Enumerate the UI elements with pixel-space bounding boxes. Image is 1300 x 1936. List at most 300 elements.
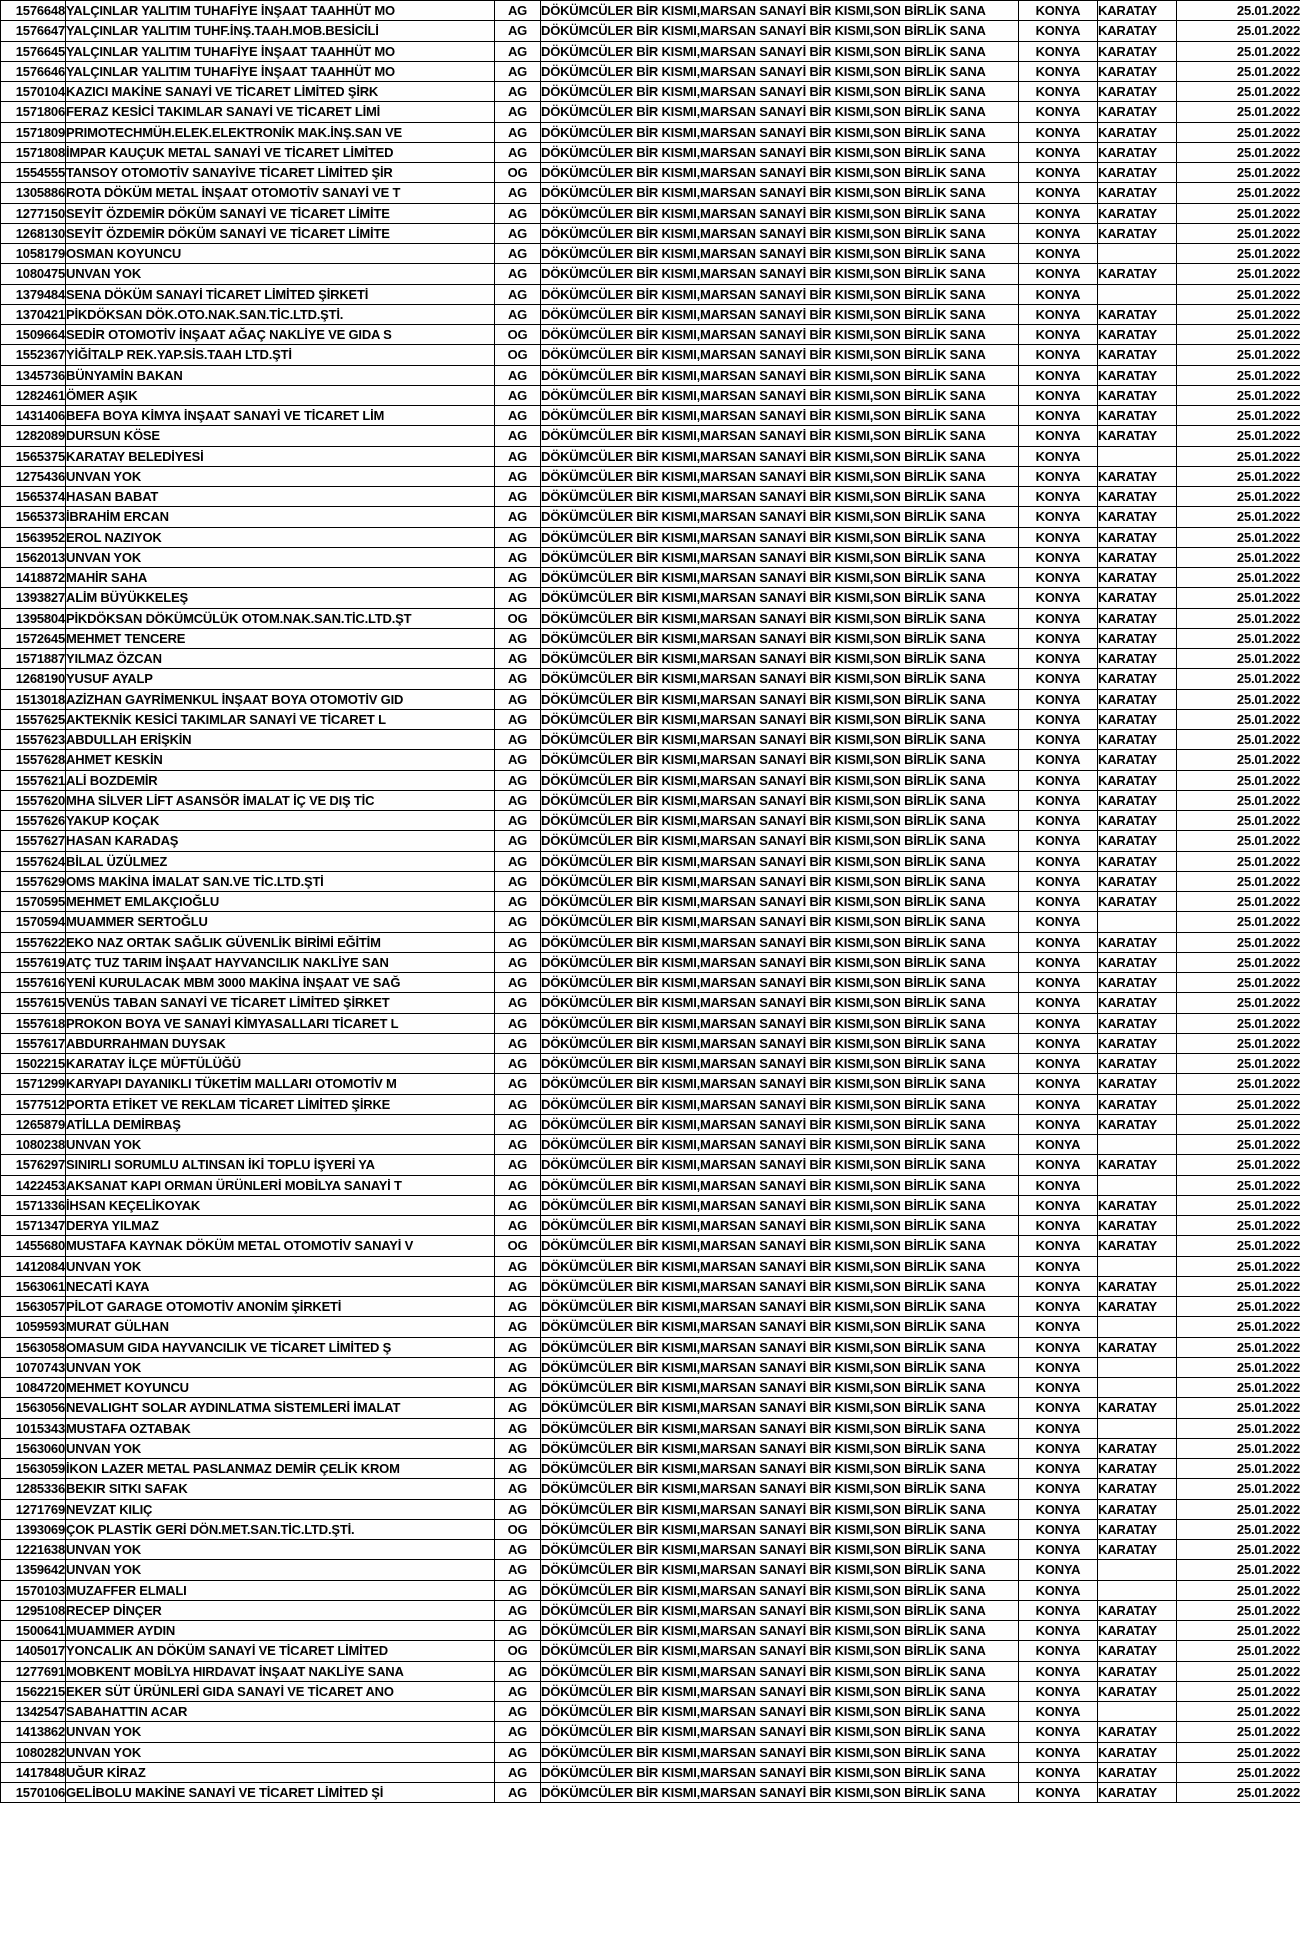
cell-date[interactable]: 25.01.2022 xyxy=(1177,628,1300,648)
cell-record-id[interactable]: 1080282 xyxy=(1,1742,66,1762)
cell-region-description[interactable]: DÖKÜMCÜLER BİR KISMI,MARSAN SANAYİ BİR KISMI,SON BİRLİK SANA xyxy=(541,183,1019,203)
cell-date[interactable]: 25.01.2022 xyxy=(1177,264,1300,284)
cell-region-description[interactable]: DÖKÜMCÜLER BİR KISMI,MARSAN SANAYİ BİR KISMI,SON BİRLİK SANA xyxy=(541,993,1019,1013)
cell-city[interactable]: KONYA xyxy=(1019,142,1098,162)
cell-record-id[interactable]: 1565375 xyxy=(1,446,66,466)
cell-district[interactable] xyxy=(1098,1702,1177,1722)
cell-date[interactable]: 25.01.2022 xyxy=(1177,871,1300,891)
cell-company-name[interactable]: HASAN BABAT xyxy=(66,487,495,507)
cell-date[interactable]: 25.01.2022 xyxy=(1177,1621,1300,1641)
cell-company-name[interactable]: UNVAN YOK xyxy=(66,1742,495,1762)
cell-city[interactable]: KONYA xyxy=(1019,1418,1098,1438)
cell-date[interactable]: 25.01.2022 xyxy=(1177,912,1300,932)
cell-voltage-type[interactable]: AG xyxy=(495,547,541,567)
cell-city[interactable]: KONYA xyxy=(1019,1337,1098,1357)
cell-date[interactable]: 25.01.2022 xyxy=(1177,1378,1300,1398)
cell-region-description[interactable]: DÖKÜMCÜLER BİR KISMI,MARSAN SANAYİ BİR KISMI,SON BİRLİK SANA xyxy=(541,1114,1019,1134)
cell-date[interactable]: 25.01.2022 xyxy=(1177,1641,1300,1661)
cell-company-name[interactable]: MEHMET EMLAKÇIOĞLU xyxy=(66,892,495,912)
cell-record-id[interactable]: 1509664 xyxy=(1,325,66,345)
cell-region-description[interactable]: DÖKÜMCÜLER BİR KISMI,MARSAN SANAYİ BİR KISMI,SON BİRLİK SANA xyxy=(541,1195,1019,1215)
cell-city[interactable]: KONYA xyxy=(1019,730,1098,750)
cell-record-id[interactable]: 1571808 xyxy=(1,142,66,162)
cell-voltage-type[interactable]: AG xyxy=(495,264,541,284)
cell-company-name[interactable]: ALİM BÜYÜKKELEŞ xyxy=(66,588,495,608)
cell-record-id[interactable]: 1552367 xyxy=(1,345,66,365)
cell-region-description[interactable]: DÖKÜMCÜLER BİR KISMI,MARSAN SANAYİ BİR KISMI,SON BİRLİK SANA xyxy=(541,223,1019,243)
cell-region-description[interactable]: DÖKÜMCÜLER BİR KISMI,MARSAN SANAYİ BİR KISMI,SON BİRLİK SANA xyxy=(541,1378,1019,1398)
cell-city[interactable]: KONYA xyxy=(1019,223,1098,243)
cell-city[interactable]: KONYA xyxy=(1019,1276,1098,1296)
cell-record-id[interactable]: 1576648 xyxy=(1,1,66,21)
cell-region-description[interactable]: DÖKÜMCÜLER BİR KISMI,MARSAN SANAYİ BİR KISMI,SON BİRLİK SANA xyxy=(541,1621,1019,1641)
cell-district[interactable]: KARATAY xyxy=(1098,21,1177,41)
cell-district[interactable]: KARATAY xyxy=(1098,1681,1177,1701)
cell-district[interactable]: KARATAY xyxy=(1098,304,1177,324)
cell-district[interactable]: KARATAY xyxy=(1098,203,1177,223)
cell-voltage-type[interactable]: AG xyxy=(495,912,541,932)
cell-company-name[interactable]: TANSOY OTOMOTİV SANAYİVE TİCARET LİMİTED ŞİR xyxy=(66,163,495,183)
cell-date[interactable]: 25.01.2022 xyxy=(1177,385,1300,405)
cell-city[interactable]: KONYA xyxy=(1019,365,1098,385)
cell-record-id[interactable]: 1268190 xyxy=(1,669,66,689)
cell-city[interactable]: KONYA xyxy=(1019,1054,1098,1074)
cell-voltage-type[interactable]: AG xyxy=(495,790,541,810)
cell-voltage-type[interactable]: AG xyxy=(495,750,541,770)
cell-city[interactable]: KONYA xyxy=(1019,1499,1098,1519)
cell-city[interactable]: KONYA xyxy=(1019,1621,1098,1641)
cell-record-id[interactable]: 1557623 xyxy=(1,730,66,750)
cell-voltage-type[interactable]: AG xyxy=(495,1276,541,1296)
cell-date[interactable]: 25.01.2022 xyxy=(1177,1661,1300,1681)
cell-region-description[interactable]: DÖKÜMCÜLER BİR KISMI,MARSAN SANAYİ BİR KISMI,SON BİRLİK SANA xyxy=(541,61,1019,81)
cell-voltage-type[interactable]: OG xyxy=(495,608,541,628)
cell-date[interactable]: 25.01.2022 xyxy=(1177,1033,1300,1053)
cell-record-id[interactable]: 1571336 xyxy=(1,1195,66,1215)
cell-district[interactable]: KARATAY xyxy=(1098,426,1177,446)
cell-district[interactable]: KARATAY xyxy=(1098,568,1177,588)
cell-company-name[interactable]: MEHMET KOYUNCU xyxy=(66,1378,495,1398)
cell-record-id[interactable]: 1305886 xyxy=(1,183,66,203)
cell-company-name[interactable]: HASAN KARADAŞ xyxy=(66,831,495,851)
cell-region-description[interactable]: DÖKÜMCÜLER BİR KISMI,MARSAN SANAYİ BİR KISMI,SON BİRLİK SANA xyxy=(541,608,1019,628)
cell-date[interactable]: 25.01.2022 xyxy=(1177,466,1300,486)
cell-district[interactable]: KARATAY xyxy=(1098,547,1177,567)
cell-record-id[interactable]: 1576647 xyxy=(1,21,66,41)
cell-city[interactable]: KONYA xyxy=(1019,1378,1098,1398)
cell-region-description[interactable]: DÖKÜMCÜLER BİR KISMI,MARSAN SANAYİ BİR KISMI,SON BİRLİK SANA xyxy=(541,1418,1019,1438)
cell-date[interactable]: 25.01.2022 xyxy=(1177,163,1300,183)
cell-voltage-type[interactable]: AG xyxy=(495,507,541,527)
cell-voltage-type[interactable]: AG xyxy=(495,183,541,203)
cell-date[interactable]: 25.01.2022 xyxy=(1177,244,1300,264)
cell-date[interactable]: 25.01.2022 xyxy=(1177,1216,1300,1236)
cell-company-name[interactable]: RECEP DİNÇER xyxy=(66,1600,495,1620)
cell-district[interactable]: KARATAY xyxy=(1098,1216,1177,1236)
cell-district[interactable] xyxy=(1098,1418,1177,1438)
cell-record-id[interactable]: 1265879 xyxy=(1,1114,66,1134)
cell-company-name[interactable]: PROKON BOYA VE SANAYİ KİMYASALLARI TİCARET L xyxy=(66,1013,495,1033)
cell-voltage-type[interactable]: AG xyxy=(495,203,541,223)
cell-region-description[interactable]: DÖKÜMCÜLER BİR KISMI,MARSAN SANAYİ BİR KISMI,SON BİRLİK SANA xyxy=(541,426,1019,446)
cell-city[interactable]: KONYA xyxy=(1019,1155,1098,1175)
cell-voltage-type[interactable]: AG xyxy=(495,709,541,729)
cell-company-name[interactable]: YAKUP KOÇAK xyxy=(66,811,495,831)
cell-company-name[interactable]: İMPAR KAUÇUK METAL SANAYİ VE TİCARET LİMİTED xyxy=(66,142,495,162)
cell-city[interactable]: KONYA xyxy=(1019,1398,1098,1418)
cell-date[interactable]: 25.01.2022 xyxy=(1177,223,1300,243)
cell-date[interactable]: 25.01.2022 xyxy=(1177,1337,1300,1357)
cell-city[interactable]: KONYA xyxy=(1019,325,1098,345)
cell-record-id[interactable]: 1557624 xyxy=(1,851,66,871)
cell-region-description[interactable]: DÖKÜMCÜLER BİR KISMI,MARSAN SANAYİ BİR KISMI,SON BİRLİK SANA xyxy=(541,932,1019,952)
cell-district[interactable]: KARATAY xyxy=(1098,1438,1177,1458)
cell-city[interactable]: KONYA xyxy=(1019,628,1098,648)
cell-city[interactable]: KONYA xyxy=(1019,1297,1098,1317)
cell-city[interactable]: KONYA xyxy=(1019,709,1098,729)
cell-record-id[interactable]: 1571347 xyxy=(1,1216,66,1236)
cell-record-id[interactable]: 1393069 xyxy=(1,1519,66,1539)
cell-date[interactable]: 25.01.2022 xyxy=(1177,365,1300,385)
cell-city[interactable]: KONYA xyxy=(1019,264,1098,284)
cell-voltage-type[interactable]: AG xyxy=(495,1580,541,1600)
cell-company-name[interactable]: YENİ KURULACAK MBM 3000 MAKİNA İNŞAAT VE SAĞ xyxy=(66,973,495,993)
cell-district[interactable]: KARATAY xyxy=(1098,142,1177,162)
cell-record-id[interactable]: 1431406 xyxy=(1,406,66,426)
cell-region-description[interactable]: DÖKÜMCÜLER BİR KISMI,MARSAN SANAYİ BİR KISMI,SON BİRLİK SANA xyxy=(541,122,1019,142)
cell-record-id[interactable]: 1271769 xyxy=(1,1499,66,1519)
cell-region-description[interactable]: DÖKÜMCÜLER BİR KISMI,MARSAN SANAYİ BİR KISMI,SON BİRLİK SANA xyxy=(541,1155,1019,1175)
cell-city[interactable]: KONYA xyxy=(1019,1114,1098,1134)
cell-region-description[interactable]: DÖKÜMCÜLER BİR KISMI,MARSAN SANAYİ BİR KISMI,SON BİRLİK SANA xyxy=(541,892,1019,912)
cell-record-id[interactable]: 1557628 xyxy=(1,750,66,770)
cell-date[interactable]: 25.01.2022 xyxy=(1177,1297,1300,1317)
cell-city[interactable]: KONYA xyxy=(1019,993,1098,1013)
cell-date[interactable]: 25.01.2022 xyxy=(1177,790,1300,810)
cell-district[interactable] xyxy=(1098,1317,1177,1337)
cell-record-id[interactable]: 1455680 xyxy=(1,1236,66,1256)
cell-voltage-type[interactable]: AG xyxy=(495,1114,541,1134)
cell-city[interactable]: KONYA xyxy=(1019,507,1098,527)
cell-region-description[interactable]: DÖKÜMCÜLER BİR KISMI,MARSAN SANAYİ BİR KISMI,SON BİRLİK SANA xyxy=(541,163,1019,183)
cell-company-name[interactable]: UNVAN YOK xyxy=(66,466,495,486)
cell-record-id[interactable]: 1080238 xyxy=(1,1135,66,1155)
cell-date[interactable]: 25.01.2022 xyxy=(1177,426,1300,446)
cell-voltage-type[interactable]: AG xyxy=(495,892,541,912)
cell-date[interactable]: 25.01.2022 xyxy=(1177,325,1300,345)
cell-district[interactable]: KARATAY xyxy=(1098,487,1177,507)
cell-company-name[interactable]: YALÇINLAR YALITIM TUHAFİYE İNŞAAT TAAHHÜT MO xyxy=(66,1,495,21)
cell-company-name[interactable]: UNVAN YOK xyxy=(66,1357,495,1377)
cell-date[interactable]: 25.01.2022 xyxy=(1177,304,1300,324)
cell-region-description[interactable]: DÖKÜMCÜLER BİR KISMI,MARSAN SANAYİ BİR KISMI,SON BİRLİK SANA xyxy=(541,365,1019,385)
cell-company-name[interactable]: NEVZAT KILIÇ xyxy=(66,1499,495,1519)
cell-district[interactable]: KARATAY xyxy=(1098,1195,1177,1215)
cell-company-name[interactable]: OMASUM GIDA HAYVANCILIK VE TİCARET LİMİTED Ş xyxy=(66,1337,495,1357)
cell-record-id[interactable]: 1282089 xyxy=(1,426,66,446)
cell-region-description[interactable]: DÖKÜMCÜLER BİR KISMI,MARSAN SANAYİ BİR KISMI,SON BİRLİK SANA xyxy=(541,21,1019,41)
cell-region-description[interactable]: DÖKÜMCÜLER BİR KISMI,MARSAN SANAYİ BİR KISMI,SON BİRLİK SANA xyxy=(541,790,1019,810)
cell-voltage-type[interactable]: AG xyxy=(495,1337,541,1357)
cell-record-id[interactable]: 1500641 xyxy=(1,1621,66,1641)
cell-record-id[interactable]: 1285336 xyxy=(1,1479,66,1499)
cell-region-description[interactable]: DÖKÜMCÜLER BİR KISMI,MARSAN SANAYİ BİR KISMI,SON BİRLİK SANA xyxy=(541,1783,1019,1803)
cell-date[interactable]: 25.01.2022 xyxy=(1177,952,1300,972)
cell-date[interactable]: 25.01.2022 xyxy=(1177,709,1300,729)
cell-record-id[interactable]: 1395804 xyxy=(1,608,66,628)
cell-company-name[interactable]: YALÇINLAR YALITIM TUHAFİYE İNŞAAT TAAHHÜT MO xyxy=(66,41,495,61)
cell-voltage-type[interactable]: AG xyxy=(495,21,541,41)
cell-region-description[interactable]: DÖKÜMCÜLER BİR KISMI,MARSAN SANAYİ BİR KISMI,SON BİRLİK SANA xyxy=(541,1742,1019,1762)
cell-region-description[interactable]: DÖKÜMCÜLER BİR KISMI,MARSAN SANAYİ BİR KISMI,SON BİRLİK SANA xyxy=(541,1054,1019,1074)
cell-voltage-type[interactable]: AG xyxy=(495,1702,541,1722)
cell-voltage-type[interactable]: AG xyxy=(495,952,541,972)
cell-voltage-type[interactable]: AG xyxy=(495,527,541,547)
cell-date[interactable]: 25.01.2022 xyxy=(1177,1054,1300,1074)
cell-record-id[interactable]: 1282461 xyxy=(1,385,66,405)
cell-district[interactable]: KARATAY xyxy=(1098,406,1177,426)
cell-voltage-type[interactable]: AG xyxy=(495,1499,541,1519)
cell-city[interactable]: KONYA xyxy=(1019,1681,1098,1701)
cell-district[interactable]: KARATAY xyxy=(1098,163,1177,183)
cell-region-description[interactable]: DÖKÜMCÜLER BİR KISMI,MARSAN SANAYİ BİR KISMI,SON BİRLİK SANA xyxy=(541,1661,1019,1681)
cell-voltage-type[interactable]: AG xyxy=(495,142,541,162)
cell-date[interactable]: 25.01.2022 xyxy=(1177,750,1300,770)
cell-district[interactable]: KARATAY xyxy=(1098,1054,1177,1074)
cell-company-name[interactable]: AZİZHAN GAYRİMENKUL İNŞAAT BOYA OTOMOTİV GID xyxy=(66,689,495,709)
cell-voltage-type[interactable]: OG xyxy=(495,345,541,365)
cell-district[interactable]: KARATAY xyxy=(1098,770,1177,790)
cell-voltage-type[interactable]: AG xyxy=(495,689,541,709)
cell-district[interactable]: KARATAY xyxy=(1098,649,1177,669)
cell-city[interactable]: KONYA xyxy=(1019,811,1098,831)
cell-city[interactable]: KONYA xyxy=(1019,1175,1098,1195)
cell-voltage-type[interactable]: AG xyxy=(495,446,541,466)
cell-record-id[interactable]: 1413862 xyxy=(1,1722,66,1742)
cell-record-id[interactable]: 1557627 xyxy=(1,831,66,851)
cell-region-description[interactable]: DÖKÜMCÜLER BİR KISMI,MARSAN SANAYİ BİR KISMI,SON BİRLİK SANA xyxy=(541,1722,1019,1742)
cell-record-id[interactable]: 1412084 xyxy=(1,1256,66,1276)
cell-date[interactable]: 25.01.2022 xyxy=(1177,547,1300,567)
cell-voltage-type[interactable]: OG xyxy=(495,1519,541,1539)
cell-region-description[interactable]: DÖKÜMCÜLER BİR KISMI,MARSAN SANAYİ BİR KISMI,SON BİRLİK SANA xyxy=(541,568,1019,588)
cell-district[interactable]: KARATAY xyxy=(1098,1459,1177,1479)
cell-record-id[interactable]: 1570103 xyxy=(1,1580,66,1600)
cell-region-description[interactable]: DÖKÜMCÜLER BİR KISMI,MARSAN SANAYİ BİR KISMI,SON BİRLİK SANA xyxy=(541,669,1019,689)
cell-record-id[interactable]: 1557626 xyxy=(1,811,66,831)
cell-district[interactable]: KARATAY xyxy=(1098,61,1177,81)
cell-voltage-type[interactable]: AG xyxy=(495,466,541,486)
cell-voltage-type[interactable]: AG xyxy=(495,1681,541,1701)
cell-district[interactable] xyxy=(1098,1175,1177,1195)
cell-district[interactable]: KARATAY xyxy=(1098,527,1177,547)
cell-region-description[interactable]: DÖKÜMCÜLER BİR KISMI,MARSAN SANAYİ BİR KISMI,SON BİRLİK SANA xyxy=(541,588,1019,608)
cell-date[interactable]: 25.01.2022 xyxy=(1177,487,1300,507)
cell-region-description[interactable]: DÖKÜMCÜLER BİR KISMI,MARSAN SANAYİ BİR KISMI,SON BİRLİK SANA xyxy=(541,487,1019,507)
cell-city[interactable]: KONYA xyxy=(1019,669,1098,689)
cell-district[interactable]: KARATAY xyxy=(1098,1621,1177,1641)
cell-date[interactable]: 25.01.2022 xyxy=(1177,973,1300,993)
cell-company-name[interactable]: YILMAZ ÖZCAN xyxy=(66,649,495,669)
cell-district[interactable] xyxy=(1098,1560,1177,1580)
cell-record-id[interactable]: 1557620 xyxy=(1,790,66,810)
cell-district[interactable]: KARATAY xyxy=(1098,365,1177,385)
cell-region-description[interactable]: DÖKÜMCÜLER BİR KISMI,MARSAN SANAYİ BİR KISMI,SON BİRLİK SANA xyxy=(541,1479,1019,1499)
cell-region-description[interactable]: DÖKÜMCÜLER BİR KISMI,MARSAN SANAYİ BİR KISMI,SON BİRLİK SANA xyxy=(541,1499,1019,1519)
cell-region-description[interactable]: DÖKÜMCÜLER BİR KISMI,MARSAN SANAYİ BİR KISMI,SON BİRLİK SANA xyxy=(541,264,1019,284)
cell-region-description[interactable]: DÖKÜMCÜLER BİR KISMI,MARSAN SANAYİ BİR KISMI,SON BİRLİK SANA xyxy=(541,1398,1019,1418)
cell-company-name[interactable]: ALİ BOZDEMİR xyxy=(66,770,495,790)
cell-record-id[interactable]: 1557621 xyxy=(1,770,66,790)
cell-voltage-type[interactable]: AG xyxy=(495,1540,541,1560)
cell-voltage-type[interactable]: AG xyxy=(495,811,541,831)
cell-region-description[interactable]: DÖKÜMCÜLER BİR KISMI,MARSAN SANAYİ BİR KISMI,SON BİRLİK SANA xyxy=(541,1297,1019,1317)
cell-district[interactable]: KARATAY xyxy=(1098,1155,1177,1175)
cell-date[interactable]: 25.01.2022 xyxy=(1177,730,1300,750)
cell-date[interactable]: 25.01.2022 xyxy=(1177,1783,1300,1803)
cell-region-description[interactable]: DÖKÜMCÜLER BİR KISMI,MARSAN SANAYİ BİR KISMI,SON BİRLİK SANA xyxy=(541,1438,1019,1458)
cell-company-name[interactable]: KARYAPI DAYANIKLI TÜKETİM MALLARI OTOMOTİV M xyxy=(66,1074,495,1094)
cell-district[interactable]: KARATAY xyxy=(1098,1600,1177,1620)
cell-city[interactable]: KONYA xyxy=(1019,1,1098,21)
cell-date[interactable]: 25.01.2022 xyxy=(1177,1762,1300,1782)
cell-city[interactable]: KONYA xyxy=(1019,851,1098,871)
cell-date[interactable]: 25.01.2022 xyxy=(1177,1013,1300,1033)
cell-voltage-type[interactable]: AG xyxy=(495,1661,541,1681)
cell-date[interactable]: 25.01.2022 xyxy=(1177,446,1300,466)
cell-date[interactable]: 25.01.2022 xyxy=(1177,527,1300,547)
cell-district[interactable]: KARATAY xyxy=(1098,1722,1177,1742)
cell-date[interactable]: 25.01.2022 xyxy=(1177,1,1300,21)
cell-date[interactable]: 25.01.2022 xyxy=(1177,142,1300,162)
cell-district[interactable]: KARATAY xyxy=(1098,1742,1177,1762)
cell-date[interactable]: 25.01.2022 xyxy=(1177,1438,1300,1458)
cell-date[interactable]: 25.01.2022 xyxy=(1177,21,1300,41)
cell-voltage-type[interactable]: AG xyxy=(495,304,541,324)
cell-record-id[interactable]: 1342547 xyxy=(1,1702,66,1722)
cell-region-description[interactable]: DÖKÜMCÜLER BİR KISMI,MARSAN SANAYİ BİR KISMI,SON BİRLİK SANA xyxy=(541,1317,1019,1337)
cell-city[interactable]: KONYA xyxy=(1019,1540,1098,1560)
cell-record-id[interactable]: 1422453 xyxy=(1,1175,66,1195)
cell-date[interactable]: 25.01.2022 xyxy=(1177,507,1300,527)
cell-voltage-type[interactable]: AG xyxy=(495,426,541,446)
cell-district[interactable]: KARATAY xyxy=(1098,1114,1177,1134)
cell-company-name[interactable]: ATÇ TUZ TARIM İNŞAAT HAYVANCILIK NAKLİYE SAN xyxy=(66,952,495,972)
cell-region-description[interactable]: DÖKÜMCÜLER BİR KISMI,MARSAN SANAYİ BİR KISMI,SON BİRLİK SANA xyxy=(541,1094,1019,1114)
cell-voltage-type[interactable]: AG xyxy=(495,365,541,385)
cell-city[interactable]: KONYA xyxy=(1019,1317,1098,1337)
cell-district[interactable]: KARATAY xyxy=(1098,1276,1177,1296)
cell-company-name[interactable]: AKTEKNİK KESİCİ TAKIMLAR SANAYİ VE TİCARET L xyxy=(66,709,495,729)
cell-city[interactable]: KONYA xyxy=(1019,61,1098,81)
cell-record-id[interactable]: 1576645 xyxy=(1,41,66,61)
cell-city[interactable]: KONYA xyxy=(1019,122,1098,142)
cell-company-name[interactable]: KARATAY İLÇE MÜFTÜLÜĞÜ xyxy=(66,1054,495,1074)
cell-voltage-type[interactable]: OG xyxy=(495,1641,541,1661)
cell-date[interactable]: 25.01.2022 xyxy=(1177,61,1300,81)
cell-record-id[interactable]: 1571887 xyxy=(1,649,66,669)
cell-date[interactable]: 25.01.2022 xyxy=(1177,183,1300,203)
cell-company-name[interactable]: UNVAN YOK xyxy=(66,1560,495,1580)
cell-district[interactable]: KARATAY xyxy=(1098,1398,1177,1418)
cell-company-name[interactable]: PİKDÖKSAN DÖK.OTO.NAK.SAN.TİC.LTD.ŞTİ. xyxy=(66,304,495,324)
cell-record-id[interactable]: 1563060 xyxy=(1,1438,66,1458)
cell-company-name[interactable]: PİKDÖKSAN DÖKÜMCÜLÜK OTOM.NAK.SAN.TİC.LTD.ŞT xyxy=(66,608,495,628)
cell-city[interactable]: KONYA xyxy=(1019,1641,1098,1661)
cell-company-name[interactable]: EKO NAZ ORTAK SAĞLIK GÜVENLİK BİRİMİ EĞİTİM xyxy=(66,932,495,952)
cell-company-name[interactable]: EKER SÜT ÜRÜNLERİ GIDA SANAYİ VE TİCARET ANO xyxy=(66,1681,495,1701)
cell-region-description[interactable]: DÖKÜMCÜLER BİR KISMI,MARSAN SANAYİ BİR KISMI,SON BİRLİK SANA xyxy=(541,244,1019,264)
cell-record-id[interactable]: 1393827 xyxy=(1,588,66,608)
cell-voltage-type[interactable]: AG xyxy=(495,1621,541,1641)
cell-record-id[interactable]: 1562013 xyxy=(1,547,66,567)
cell-voltage-type[interactable]: AG xyxy=(495,628,541,648)
cell-record-id[interactable]: 1359642 xyxy=(1,1560,66,1580)
cell-company-name[interactable]: MOBKENT MOBİLYA HIRDAVAT İNŞAAT NAKLİYE SANA xyxy=(66,1661,495,1681)
cell-record-id[interactable]: 1557617 xyxy=(1,1033,66,1053)
cell-record-id[interactable]: 1418872 xyxy=(1,568,66,588)
cell-record-id[interactable]: 1080475 xyxy=(1,264,66,284)
cell-company-name[interactable]: BEFA BOYA KİMYA İNŞAAT SANAYİ VE TİCARET LİM xyxy=(66,406,495,426)
cell-voltage-type[interactable]: AG xyxy=(495,831,541,851)
cell-city[interactable]: KONYA xyxy=(1019,689,1098,709)
cell-voltage-type[interactable]: AG xyxy=(495,1033,541,1053)
cell-region-description[interactable]: DÖKÜMCÜLER BİR KISMI,MARSAN SANAYİ BİR KISMI,SON BİRLİK SANA xyxy=(541,811,1019,831)
cell-voltage-type[interactable]: AG xyxy=(495,1722,541,1742)
cell-company-name[interactable]: VENÜS TABAN SANAYİ VE TİCARET LİMİTED ŞİRKET xyxy=(66,993,495,1013)
cell-record-id[interactable]: 1565373 xyxy=(1,507,66,527)
cell-district[interactable]: KARATAY xyxy=(1098,1074,1177,1094)
cell-date[interactable]: 25.01.2022 xyxy=(1177,1418,1300,1438)
cell-voltage-type[interactable]: AG xyxy=(495,1783,541,1803)
cell-region-description[interactable]: DÖKÜMCÜLER BİR KISMI,MARSAN SANAYİ BİR KISMI,SON BİRLİK SANA xyxy=(541,871,1019,891)
cell-district[interactable]: KARATAY xyxy=(1098,122,1177,142)
cell-date[interactable]: 25.01.2022 xyxy=(1177,1175,1300,1195)
cell-company-name[interactable]: MHA SİLVER LİFT ASANSÖR İMALAT İÇ VE DIŞ TİC xyxy=(66,790,495,810)
cell-city[interactable]: KONYA xyxy=(1019,973,1098,993)
cell-record-id[interactable]: 1084720 xyxy=(1,1378,66,1398)
cell-voltage-type[interactable]: AG xyxy=(495,1742,541,1762)
cell-record-id[interactable]: 1577512 xyxy=(1,1094,66,1114)
cell-voltage-type[interactable]: AG xyxy=(495,770,541,790)
cell-district[interactable]: KARATAY xyxy=(1098,264,1177,284)
cell-company-name[interactable]: İBRAHİM ERCAN xyxy=(66,507,495,527)
cell-company-name[interactable]: UNVAN YOK xyxy=(66,1540,495,1560)
cell-voltage-type[interactable]: AG xyxy=(495,284,541,304)
cell-date[interactable]: 25.01.2022 xyxy=(1177,608,1300,628)
cell-city[interactable]: KONYA xyxy=(1019,568,1098,588)
cell-district[interactable]: KARATAY xyxy=(1098,1540,1177,1560)
cell-city[interactable]: KONYA xyxy=(1019,588,1098,608)
cell-region-description[interactable]: DÖKÜMCÜLER BİR KISMI,MARSAN SANAYİ BİR KISMI,SON BİRLİK SANA xyxy=(541,1074,1019,1094)
cell-district[interactable]: KARATAY xyxy=(1098,1641,1177,1661)
cell-date[interactable]: 25.01.2022 xyxy=(1177,345,1300,365)
cell-date[interactable]: 25.01.2022 xyxy=(1177,1722,1300,1742)
cell-district[interactable]: KARATAY xyxy=(1098,1094,1177,1114)
cell-region-description[interactable]: DÖKÜMCÜLER BİR KISMI,MARSAN SANAYİ BİR KISMI,SON BİRLİK SANA xyxy=(541,1681,1019,1701)
cell-company-name[interactable]: YİĞİTALP REK.YAP.SİS.TAAH LTD.ŞTİ xyxy=(66,345,495,365)
cell-company-name[interactable]: MAHİR SAHA xyxy=(66,568,495,588)
cell-company-name[interactable]: SEYİT ÖZDEMİR DÖKÜM SANAYİ VE TİCARET LİMİTE xyxy=(66,223,495,243)
cell-voltage-type[interactable]: AG xyxy=(495,1155,541,1175)
cell-region-description[interactable]: DÖKÜMCÜLER BİR KISMI,MARSAN SANAYİ BİR KISMI,SON BİRLİK SANA xyxy=(541,82,1019,102)
cell-date[interactable]: 25.01.2022 xyxy=(1177,1519,1300,1539)
cell-voltage-type[interactable]: AG xyxy=(495,730,541,750)
cell-voltage-type[interactable]: AG xyxy=(495,1600,541,1620)
cell-record-id[interactable]: 1557616 xyxy=(1,973,66,993)
cell-region-description[interactable]: DÖKÜMCÜLER BİR KISMI,MARSAN SANAYİ BİR KISMI,SON BİRLİK SANA xyxy=(541,527,1019,547)
cell-company-name[interactable]: YALÇINLAR YALITIM TUHF.İNŞ.TAAH.MOB.BESİCİLİ xyxy=(66,21,495,41)
